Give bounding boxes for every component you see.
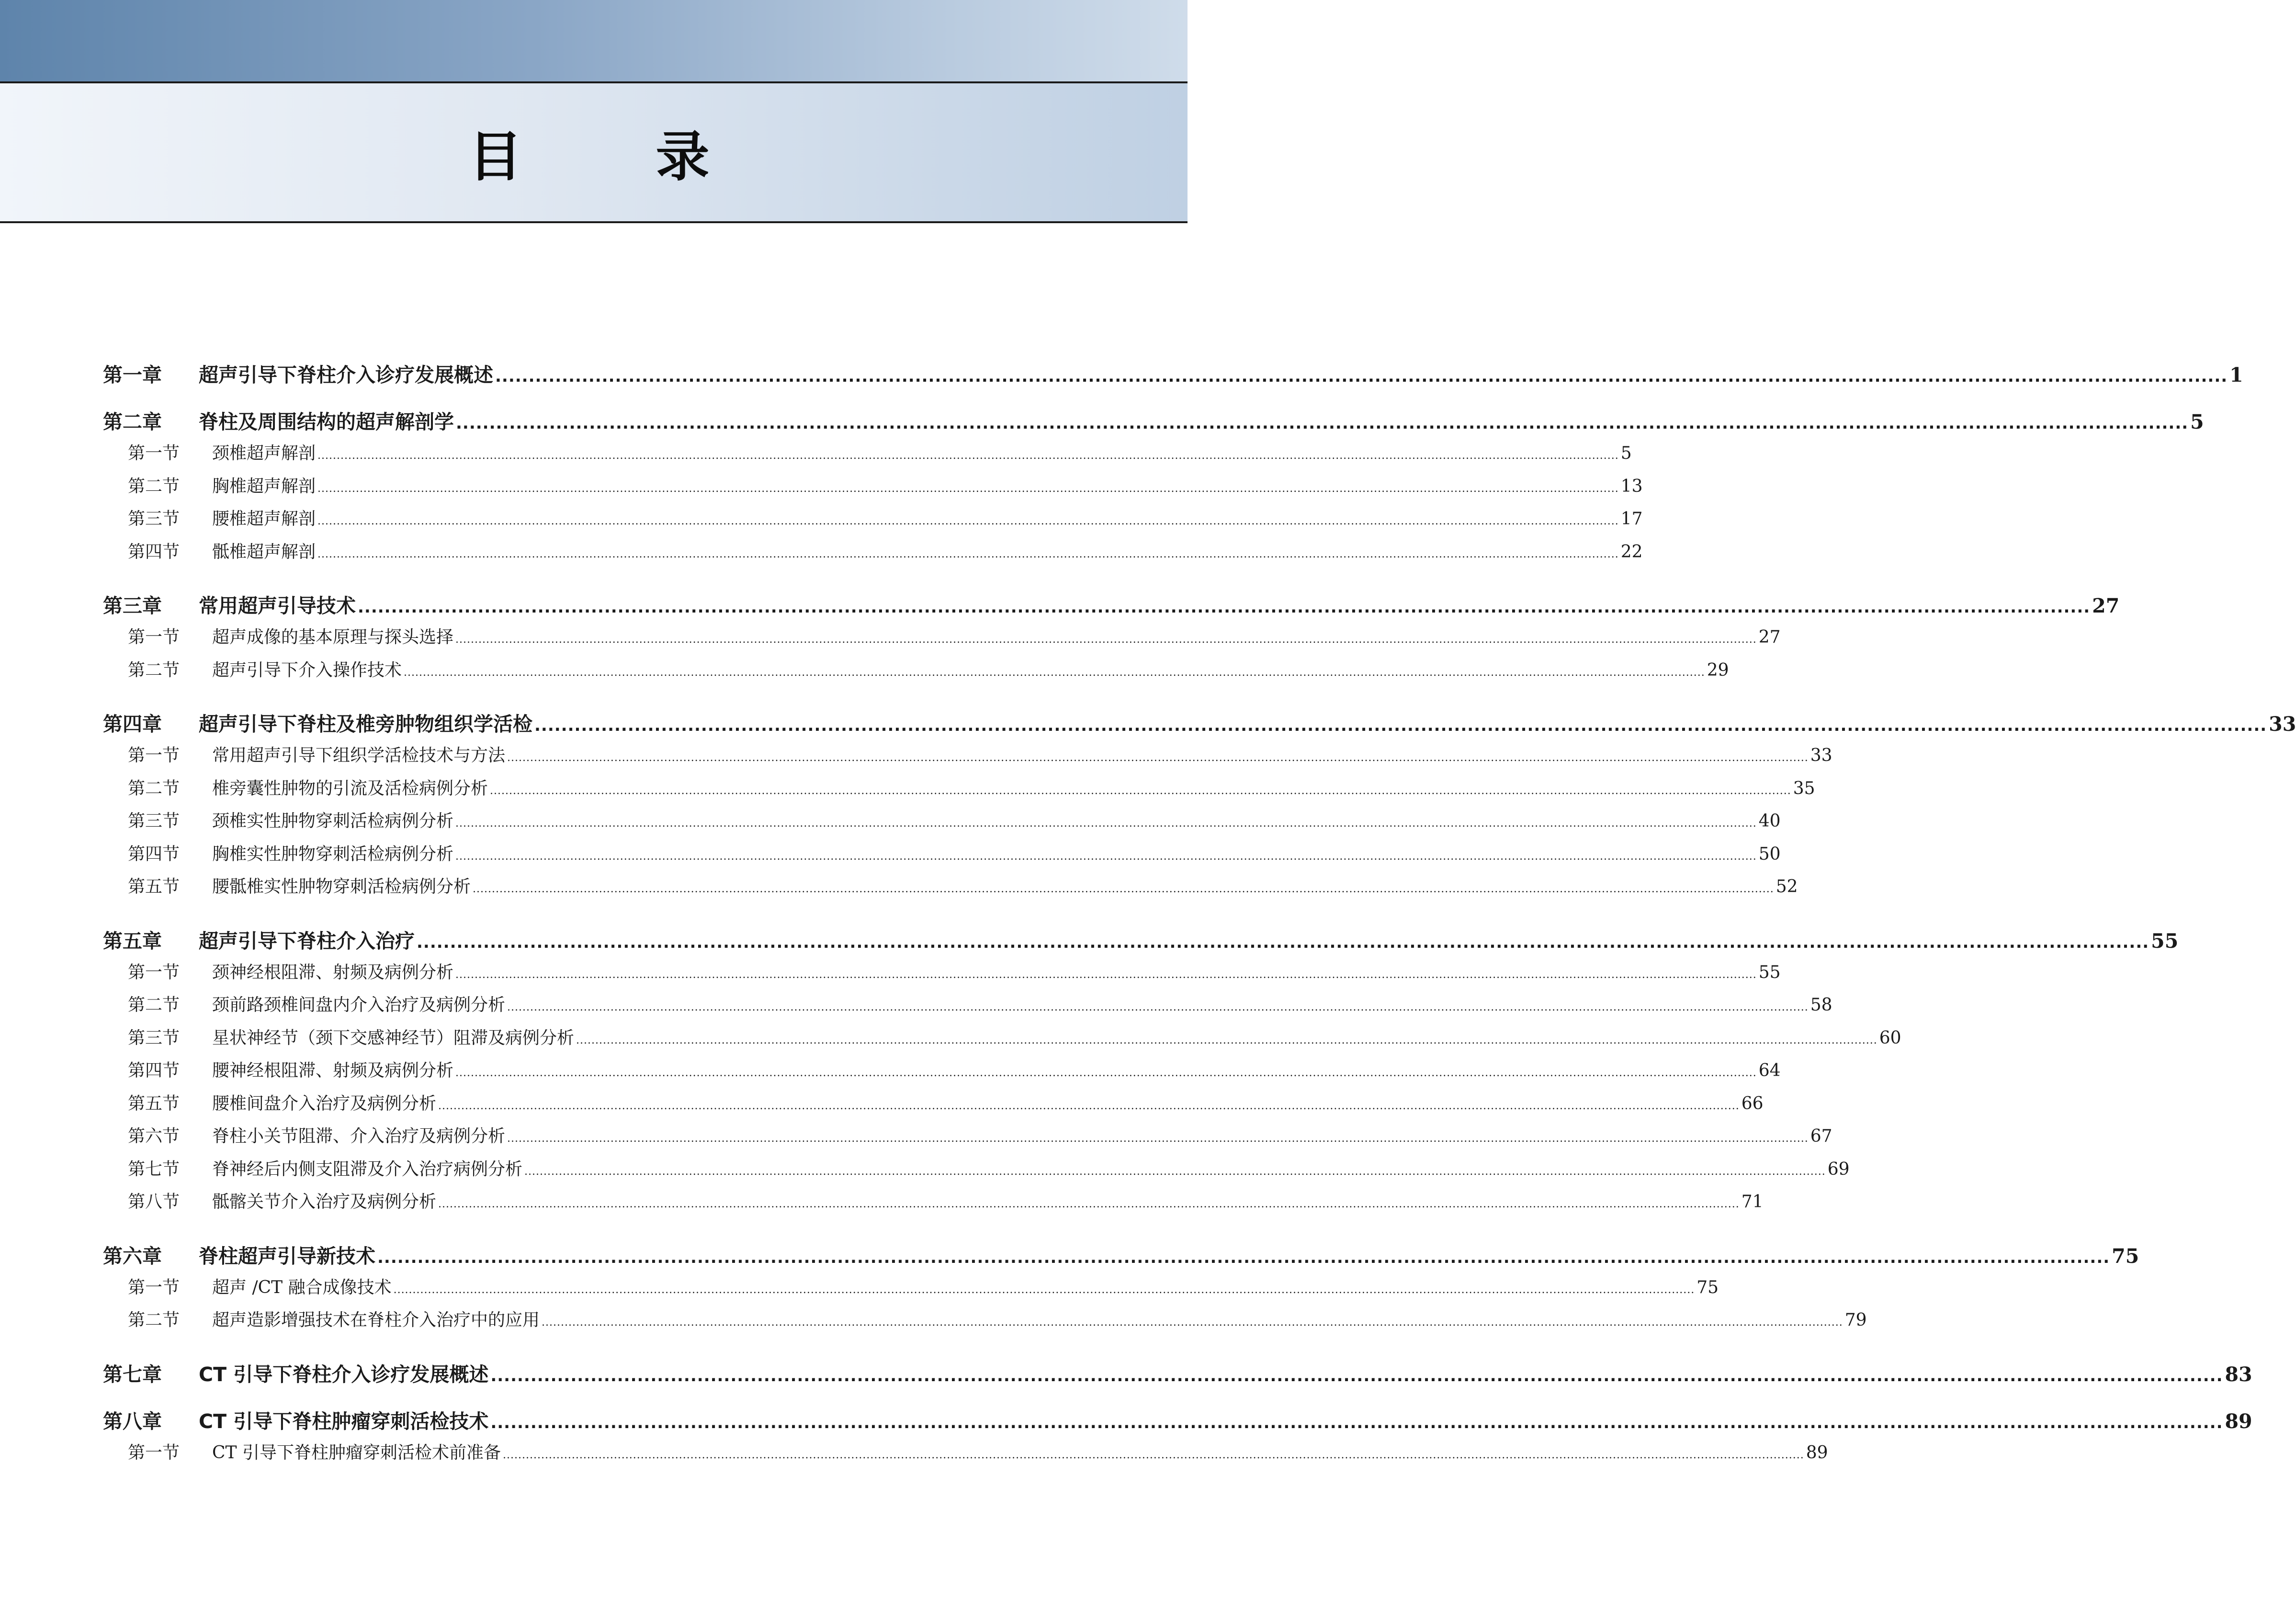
- chapter-page-number: 89: [2225, 1409, 2252, 1433]
- toc-chapter-row[interactable]: [103, 1406, 2252, 1433]
- section-page-number: 55: [1758, 962, 1781, 982]
- section-number: 第一节: [128, 627, 180, 647]
- section-title: 脊神经后内侧支阻滞及介入治疗病例分析: [212, 1159, 523, 1179]
- chapter-number: 第五章: [103, 929, 162, 953]
- dot-leader: ....................................................................................................................................................................................................................................................................................................................................................: [507, 752, 1809, 764]
- section-page-number: 13: [1620, 476, 1643, 496]
- section-title: 腰神经根阻滞、射频及病例分析: [212, 1061, 454, 1080]
- toc-chapter-row[interactable]: [103, 925, 2179, 953]
- toc-section-row[interactable]: [103, 1188, 1764, 1221]
- chapter-page-number: 75: [2112, 1244, 2139, 1268]
- dot-leader: ....................................................................................................................................................................................................................................................................................................................................................: [438, 1100, 1740, 1112]
- section-page-number: 66: [1741, 1093, 1764, 1113]
- chapter-page-number: 55: [2151, 929, 2179, 953]
- toc-chapter-row[interactable]: [103, 1240, 2139, 1268]
- chapter-number: 第三章: [103, 594, 162, 617]
- chapter-page-number: 33: [2269, 713, 2296, 736]
- chapter-title: CT 引导下脊柱肿瘤穿刺活检技术: [199, 1409, 489, 1433]
- section-title: 超声成像的基本原理与探头选择: [212, 627, 454, 647]
- section-page-number: 89: [1806, 1442, 1828, 1463]
- dot-leader: ....................................................................................................................................................................................................................................................................................................................................................: [524, 1165, 1826, 1178]
- dot-leader: ....................................................................................................................................................................................................................................................................................................................................................: [455, 1067, 1757, 1079]
- page-title: 目 录: [468, 125, 767, 188]
- section-title: 骶椎超声解剖: [212, 542, 316, 562]
- dot-leader: ....................................................................................................................................................................................................................................................................................................................................................: [393, 1283, 1695, 1296]
- dot-leader: ....................................................................................................................................................................................................................................................................: [377, 1248, 2110, 1267]
- section-number: 第七节: [128, 1159, 180, 1179]
- toc-section-row[interactable]: [103, 657, 1729, 690]
- dot-leader: ....................................................................................................................................................................................................................................................................................................................................................: [542, 1317, 1843, 1328]
- section-number: 第二节: [128, 778, 180, 798]
- section-title: 常用超声引导下组织学活检技术与方法: [212, 746, 506, 765]
- toc-chapter-row[interactable]: [103, 708, 2296, 736]
- section-page-number: 79: [1844, 1310, 1867, 1330]
- section-page-number: 50: [1758, 844, 1781, 864]
- chapter-page-number: 5: [2190, 410, 2204, 433]
- section-page-number: 64: [1758, 1061, 1781, 1080]
- toc-section-row[interactable]: [103, 1123, 1832, 1156]
- section-page-number: 5: [1620, 443, 1632, 463]
- section-title: 颈椎实性肿物穿刺活检病例分析: [212, 811, 454, 831]
- section-title: 颈前路颈椎间盘内介入治疗及病例分析: [212, 995, 506, 1015]
- section-title: 骶髂关节介入治疗及病例分析: [212, 1192, 437, 1212]
- toc-section-row[interactable]: [103, 742, 1832, 775]
- section-page-number: 29: [1707, 660, 1729, 680]
- toc-section-row[interactable]: [103, 1057, 1781, 1090]
- section-title: 脊柱小关节阻滞、介入治疗及病例分析: [212, 1126, 506, 1146]
- section-number: 第五节: [128, 1093, 180, 1113]
- section-number: 第五节: [128, 877, 180, 897]
- dot-leader: ....................................................................................................................................................................................................................................................................................................................................................: [455, 634, 1757, 646]
- dot-leader: ....................................................................................................................................................................................................................................................................................................................................................: [317, 482, 1619, 495]
- section-number: 第六节: [128, 1126, 180, 1146]
- dot-leader: ....................................................................................................................................................................................................................................................................................................................................................: [317, 450, 1619, 462]
- dot-leader: ....................................................................................................................................................................................................................................................................................................................................................: [317, 548, 1619, 560]
- section-title: 腰骶椎实性肿物穿刺活检病例分析: [212, 877, 471, 897]
- dot-leader: ....................................................................................................................................................................................................................................................................: [358, 598, 2091, 617]
- dot-leader: ....................................................................................................................................................................................................................................................................: [495, 367, 2228, 386]
- section-page-number: 35: [1793, 778, 1815, 798]
- chapter-title: CT 引导下脊柱介入诊疗发展概述: [199, 1362, 489, 1386]
- toc-section-row[interactable]: [103, 1306, 1867, 1340]
- section-number: 第一节: [128, 962, 180, 982]
- toc-section-row[interactable]: [103, 873, 1798, 906]
- section-title: 星状神经节（颈下交感神经节）阻滞及病例分析: [212, 1028, 575, 1048]
- section-page-number: 75: [1697, 1277, 1719, 1297]
- section-page-number: 17: [1620, 509, 1643, 529]
- toc-chapter-row[interactable]: [103, 359, 2243, 387]
- chapter-number: 第六章: [103, 1244, 162, 1268]
- dot-leader: ....................................................................................................................................................................................................................................................................................................................................................: [473, 883, 1774, 895]
- section-number: 第二节: [128, 995, 180, 1015]
- section-number: 第二节: [128, 476, 180, 496]
- section-number: 第三节: [128, 1028, 180, 1048]
- dot-leader: ....................................................................................................................................................................................................................................................................................................................................................: [438, 1198, 1740, 1210]
- toc-section-row[interactable]: [103, 1156, 1850, 1189]
- dot-leader: ....................................................................................................................................................................................................................................................................: [490, 1413, 2223, 1432]
- section-number: 第三节: [128, 811, 180, 831]
- chapter-page-number: 27: [2092, 594, 2120, 617]
- section-title: CT 引导下脊柱肿瘤穿刺活检术前准备: [212, 1442, 501, 1463]
- toc-section-row[interactable]: [103, 775, 1815, 808]
- chapter-number: 第四章: [103, 713, 162, 736]
- section-page-number: 27: [1758, 627, 1781, 647]
- chapter-number: 第七章: [103, 1362, 162, 1386]
- section-title: 腰椎超声解剖: [212, 509, 316, 529]
- table-of-contents: [103, 359, 2296, 1472]
- chapter-page-number: 83: [2225, 1362, 2252, 1386]
- section-number: 第四节: [128, 844, 180, 864]
- section-page-number: 40: [1758, 811, 1781, 831]
- section-number: 第二节: [128, 660, 180, 680]
- dot-leader: ....................................................................................................................................................................................................................................................................................................................................................: [576, 1034, 1878, 1046]
- section-number: 第八节: [128, 1192, 180, 1212]
- dot-leader: ....................................................................................................................................................................................................................................................................................................................................................: [404, 666, 1705, 679]
- header-top-band: [0, 0, 1188, 81]
- chapter-title: 超声引导下脊柱及椎旁肿物组织学活检: [199, 713, 532, 736]
- section-number: 第一节: [128, 746, 180, 765]
- section-number: 第一节: [128, 443, 180, 463]
- section-page-number: 52: [1776, 877, 1798, 897]
- chapter-number: 第一章: [103, 363, 162, 386]
- dot-leader: ....................................................................................................................................................................................................................................................................................................................................................: [503, 1449, 1804, 1461]
- section-title: 颈神经根阻滞、射频及病例分析: [212, 962, 454, 982]
- toc-chapter-row[interactable]: [103, 1359, 2252, 1386]
- section-title: 超声造影增强技术在脊柱介入治疗中的应用: [212, 1310, 540, 1330]
- chapter-page-number: 1: [2229, 363, 2243, 386]
- section-page-number: 69: [1827, 1159, 1850, 1179]
- section-title: 超声引导下介入操作技术: [212, 660, 402, 680]
- section-title: 椎旁囊性肿物的引流及活检病例分析: [212, 778, 488, 798]
- section-title: 超声 /CT 融合成像技术: [212, 1277, 392, 1297]
- toc-section-row[interactable]: [103, 840, 1781, 874]
- section-number: 第三节: [128, 509, 180, 529]
- dot-leader: ....................................................................................................................................................................................................................................................................................................................................................: [455, 850, 1757, 863]
- toc-section-row[interactable]: [103, 440, 1632, 473]
- toc-section-row[interactable]: [103, 959, 1781, 992]
- toc-section-row[interactable]: [103, 505, 1643, 538]
- toc-section-row[interactable]: [103, 1439, 1828, 1472]
- toc-section-row[interactable]: [103, 991, 1832, 1024]
- chapter-title: 超声引导下脊柱介入诊疗发展概述: [199, 363, 493, 386]
- section-number: 第四节: [128, 1061, 180, 1080]
- section-title: 腰椎间盘介入治疗及病例分析: [212, 1093, 437, 1113]
- section-page-number: 60: [1879, 1028, 1901, 1048]
- chapter-number: 第八章: [103, 1409, 162, 1433]
- toc-section-row[interactable]: [103, 538, 1643, 571]
- section-number: 第四节: [128, 542, 180, 562]
- toc-section-row[interactable]: [103, 1090, 1764, 1123]
- section-title: 胸椎实性肿物穿刺活检病例分析: [212, 844, 454, 864]
- section-page-number: 33: [1810, 746, 1832, 765]
- dot-leader: ....................................................................................................................................................................................................................................................................: [490, 1366, 2223, 1385]
- toc-chapter-row[interactable]: [103, 406, 2204, 434]
- toc-section-row[interactable]: [103, 807, 1781, 840]
- chapter-title: 脊柱超声引导新技术: [199, 1244, 375, 1268]
- toc-chapter-row[interactable]: [103, 590, 2120, 618]
- section-title: 颈椎超声解剖: [212, 443, 316, 463]
- chapter-title: 超声引导下脊柱介入治疗: [199, 929, 415, 953]
- dot-leader: ....................................................................................................................................................................................................................................................................................................................................................: [490, 784, 1791, 797]
- dot-leader: ....................................................................................................................................................................................................................................................................: [534, 716, 2267, 735]
- section-page-number: 22: [1620, 542, 1643, 562]
- toc-section-row[interactable]: [103, 1274, 1719, 1307]
- toc-section-row[interactable]: [103, 1024, 1901, 1057]
- dot-leader: ....................................................................................................................................................................................................................................................................: [417, 932, 2149, 952]
- dot-leader: ....................................................................................................................................................................................................................................................................................................................................................: [455, 968, 1757, 981]
- chapter-number: 第二章: [103, 410, 162, 433]
- section-page-number: 67: [1810, 1126, 1832, 1146]
- section-page-number: 71: [1741, 1192, 1764, 1212]
- section-number: 第二节: [128, 1310, 180, 1330]
- dot-leader: ....................................................................................................................................................................................................................................................................................................................................................: [455, 817, 1757, 829]
- section-number: 第一节: [128, 1277, 180, 1297]
- section-title: 胸椎超声解剖: [212, 476, 316, 496]
- chapter-title: 常用超声引导技术: [199, 594, 356, 617]
- section-page-number: 58: [1810, 995, 1832, 1015]
- header-divider-bottom: [0, 221, 1188, 223]
- dot-leader: ....................................................................................................................................................................................................................................................................: [456, 414, 2189, 433]
- section-number: 第一节: [128, 1442, 180, 1463]
- dot-leader: ....................................................................................................................................................................................................................................................................................................................................................: [507, 1001, 1809, 1013]
- toc-section-row[interactable]: [103, 473, 1643, 506]
- dot-leader: ....................................................................................................................................................................................................................................................................................................................................................: [507, 1133, 1809, 1145]
- chapter-title: 脊柱及周围结构的超声解剖学: [199, 410, 454, 433]
- toc-section-row[interactable]: [103, 624, 1781, 657]
- dot-leader: ....................................................................................................................................................................................................................................................................................................................................................: [317, 515, 1619, 527]
